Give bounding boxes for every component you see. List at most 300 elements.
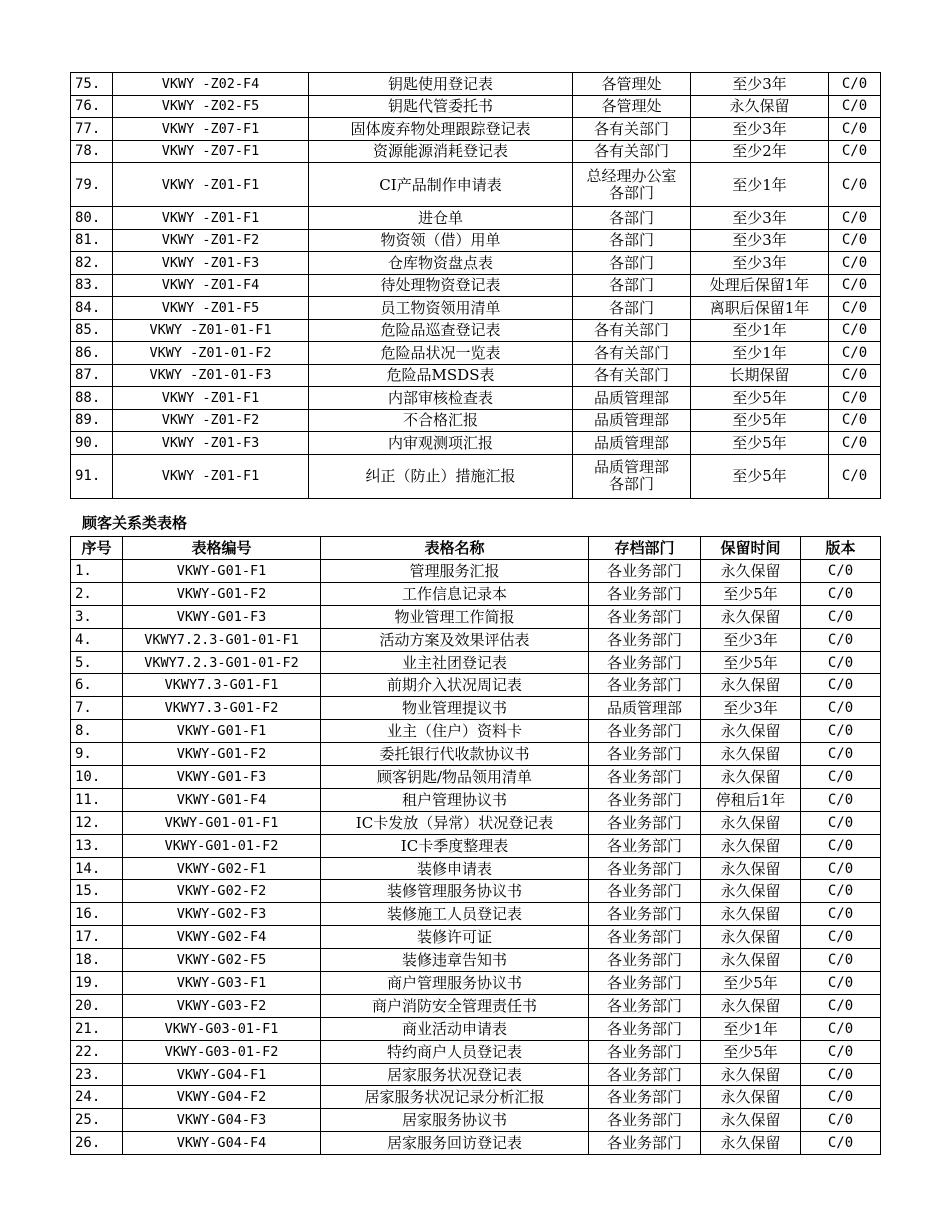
row-number: 23. xyxy=(71,1063,123,1086)
table-row xyxy=(71,697,881,720)
form-name: 内审观测项汇报 xyxy=(309,432,573,455)
form-name: 内部审核检查表 xyxy=(309,387,573,410)
archive-dept: 品质管理部 各部门 xyxy=(573,454,691,498)
form-name: 居家服务状况记录分析汇报 xyxy=(321,1086,589,1109)
table-row xyxy=(71,560,881,583)
version: C/0 xyxy=(801,628,881,651)
form-code: VKWY-G01-F4 xyxy=(123,788,321,811)
form-code: VKWY7.2.3-G01-01-F2 xyxy=(123,651,321,674)
row-number: 5. xyxy=(71,651,123,674)
retention-period: 至少5年 xyxy=(691,454,829,498)
version: C/0 xyxy=(801,1063,881,1086)
row-number: 6. xyxy=(71,674,123,697)
archive-dept: 各管理处 xyxy=(573,73,691,96)
version: C/0 xyxy=(801,560,881,583)
form-code: VKWY7.2.3-G01-01-F1 xyxy=(123,628,321,651)
archive-dept: 各有关部门 xyxy=(573,118,691,141)
table-header xyxy=(71,537,881,560)
table-row xyxy=(71,454,881,498)
retention-period: 永久保留 xyxy=(701,834,801,857)
retention-period: 至少3年 xyxy=(691,118,829,141)
form-code: VKWY-G04-F1 xyxy=(123,1063,321,1086)
form-name: 进仓单 xyxy=(309,207,573,230)
row-number: 3. xyxy=(71,605,123,628)
archive-dept: 各有关部门 xyxy=(573,364,691,387)
archive-dept: 各业务部门 xyxy=(589,560,701,583)
retention-period: 至少1年 xyxy=(701,1017,801,1040)
table-row xyxy=(71,432,881,455)
archive-dept: 各业务部门 xyxy=(589,582,701,605)
table-row xyxy=(71,605,881,628)
form-code: VKWY -Z01-F5 xyxy=(113,297,309,320)
retention-period: 离职后保留1年 xyxy=(691,297,829,320)
version: C/0 xyxy=(829,432,881,455)
retention-period: 至少3年 xyxy=(691,229,829,252)
form-name: 资源能源消耗登记表 xyxy=(309,140,573,163)
version: C/0 xyxy=(801,857,881,880)
form-name: 前期介入状况周记表 xyxy=(321,674,589,697)
form-code: VKWY -Z01-F3 xyxy=(113,432,309,455)
retention-period: 永久保留 xyxy=(701,766,801,789)
table-row xyxy=(71,880,881,903)
table-row xyxy=(71,834,881,857)
version: C/0 xyxy=(801,788,881,811)
table-row xyxy=(71,1063,881,1086)
version: C/0 xyxy=(829,73,881,96)
row-number: 14. xyxy=(71,857,123,880)
form-name: 危险品MSDS表 xyxy=(309,364,573,387)
forms-table-body xyxy=(71,73,881,499)
retention-period: 至少1年 xyxy=(691,319,829,342)
form-code: VKWY -Z07-F1 xyxy=(113,118,309,141)
row-number: 1. xyxy=(71,560,123,583)
archive-dept: 各业务部门 xyxy=(589,811,701,834)
archive-dept: 各部门 xyxy=(573,207,691,230)
row-number: 89. xyxy=(71,409,113,432)
row-number: 15. xyxy=(71,880,123,903)
archive-dept: 各业务部门 xyxy=(589,743,701,766)
archive-dept: 总经理办公室 各部门 xyxy=(573,163,691,207)
table-row xyxy=(71,926,881,949)
retention-period: 长期保留 xyxy=(691,364,829,387)
row-number: 22. xyxy=(71,1040,123,1063)
row-number: 17. xyxy=(71,926,123,949)
retention-period: 永久保留 xyxy=(701,880,801,903)
version: C/0 xyxy=(801,972,881,995)
row-number: 88. xyxy=(71,387,113,410)
archive-dept: 各业务部门 xyxy=(589,994,701,1017)
customer-forms-table xyxy=(70,536,881,1155)
form-name: 居家服务协议书 xyxy=(321,1109,589,1132)
form-name: 装修管理服务协议书 xyxy=(321,880,589,903)
archive-dept: 各部门 xyxy=(573,229,691,252)
archive-dept: 各业务部门 xyxy=(589,651,701,674)
retention-period: 永久保留 xyxy=(701,903,801,926)
archive-dept: 各业务部门 xyxy=(589,1017,701,1040)
form-code: VKWY7.3-G01-F1 xyxy=(123,674,321,697)
archive-dept: 品质管理部 xyxy=(573,432,691,455)
archive-dept: 各业务部门 xyxy=(589,857,701,880)
form-code: VKWY -Z02-F5 xyxy=(113,95,309,118)
version: C/0 xyxy=(829,95,881,118)
row-number: 82. xyxy=(71,252,113,275)
archive-dept: 各业务部门 xyxy=(589,1132,701,1155)
table-row xyxy=(71,1086,881,1109)
form-code: VKWY -Z07-F1 xyxy=(113,140,309,163)
version: C/0 xyxy=(801,651,881,674)
form-name: 装修违章告知书 xyxy=(321,949,589,972)
version: C/0 xyxy=(829,409,881,432)
row-number: 2. xyxy=(71,582,123,605)
version: C/0 xyxy=(829,252,881,275)
form-code: VKWY-G01-F2 xyxy=(123,743,321,766)
retention-period: 永久保留 xyxy=(701,1109,801,1132)
version: C/0 xyxy=(801,926,881,949)
form-name: 特约商户人员登记表 xyxy=(321,1040,589,1063)
form-name: 物业管理提议书 xyxy=(321,697,589,720)
retention-period: 至少3年 xyxy=(691,252,829,275)
form-code: VKWY7.3-G01-F2 xyxy=(123,697,321,720)
row-number: 21. xyxy=(71,1017,123,1040)
archive-dept: 各业务部门 xyxy=(589,674,701,697)
retention-period: 至少3年 xyxy=(691,73,829,96)
version: C/0 xyxy=(801,697,881,720)
form-name: 商业活动申请表 xyxy=(321,1017,589,1040)
retention-period: 至少1年 xyxy=(691,163,829,207)
version: C/0 xyxy=(801,582,881,605)
table-row xyxy=(71,1109,881,1132)
row-number: 91. xyxy=(71,454,113,498)
archive-dept: 各业务部门 xyxy=(589,766,701,789)
form-name: CI产品制作申请表 xyxy=(309,163,573,207)
retention-period: 永久保留 xyxy=(701,811,801,834)
version: C/0 xyxy=(801,1132,881,1155)
retention-period: 永久保留 xyxy=(701,743,801,766)
row-number: 87. xyxy=(71,364,113,387)
form-name: 固体废弃物处理跟踪登记表 xyxy=(309,118,573,141)
header-name: 表格名称 xyxy=(321,537,589,560)
table-row xyxy=(71,1132,881,1155)
form-name: 仓库物资盘点表 xyxy=(309,252,573,275)
table-row xyxy=(71,387,881,410)
version: C/0 xyxy=(801,834,881,857)
form-name: 装修施工人员登记表 xyxy=(321,903,589,926)
header-code: 表格编号 xyxy=(123,537,321,560)
form-code: VKWY-G03-01-F1 xyxy=(123,1017,321,1040)
form-code: VKWY-G01-F1 xyxy=(123,720,321,743)
form-name: 工作信息记录本 xyxy=(321,582,589,605)
version: C/0 xyxy=(801,1017,881,1040)
form-code: VKWY-G03-F1 xyxy=(123,972,321,995)
form-name: 商户消防安全管理责任书 xyxy=(321,994,589,1017)
row-number: 10. xyxy=(71,766,123,789)
table-row xyxy=(71,766,881,789)
form-name: 钥匙代管委托书 xyxy=(309,95,573,118)
row-number: 16. xyxy=(71,903,123,926)
table-row xyxy=(71,73,881,96)
archive-dept: 各业务部门 xyxy=(589,903,701,926)
archive-dept: 各业务部门 xyxy=(589,1109,701,1132)
form-code: VKWY-G01-F1 xyxy=(123,560,321,583)
version: C/0 xyxy=(801,605,881,628)
retention-period: 永久保留 xyxy=(701,1132,801,1155)
table-row xyxy=(71,743,881,766)
retention-period: 永久保留 xyxy=(701,1063,801,1086)
form-code: VKWY-G02-F5 xyxy=(123,949,321,972)
table-row xyxy=(71,1040,881,1063)
form-code: VKWY -Z01-F4 xyxy=(113,274,309,297)
retention-period: 至少5年 xyxy=(701,582,801,605)
table-row xyxy=(71,342,881,365)
table-row xyxy=(71,628,881,651)
form-code: VKWY-G01-F3 xyxy=(123,605,321,628)
form-name: 物业管理工作简报 xyxy=(321,605,589,628)
retention-period: 至少5年 xyxy=(691,432,829,455)
retention-period: 永久保留 xyxy=(701,1086,801,1109)
forms-table-continued xyxy=(70,72,881,499)
table-row xyxy=(71,811,881,834)
version: C/0 xyxy=(801,949,881,972)
archive-dept: 各业务部门 xyxy=(589,720,701,743)
archive-dept: 各有关部门 xyxy=(573,342,691,365)
form-code: VKWY-G02-F4 xyxy=(123,926,321,949)
table-row xyxy=(71,903,881,926)
retention-period: 至少5年 xyxy=(701,1040,801,1063)
header-keep: 保留时间 xyxy=(701,537,801,560)
table-row xyxy=(71,274,881,297)
retention-period: 至少1年 xyxy=(691,342,829,365)
row-number: 7. xyxy=(71,697,123,720)
archive-dept: 品质管理部 xyxy=(573,387,691,410)
form-name: 租户管理协议书 xyxy=(321,788,589,811)
archive-dept: 品质管理部 xyxy=(573,409,691,432)
archive-dept: 各部门 xyxy=(573,274,691,297)
table-row xyxy=(71,207,881,230)
archive-dept: 各管理处 xyxy=(573,95,691,118)
version: C/0 xyxy=(801,1040,881,1063)
form-name: 顾客钥匙/物品领用清单 xyxy=(321,766,589,789)
row-number: 12. xyxy=(71,811,123,834)
row-number: 85. xyxy=(71,319,113,342)
form-code: VKWY -Z01-F2 xyxy=(113,229,309,252)
row-number: 4. xyxy=(71,628,123,651)
version: C/0 xyxy=(801,903,881,926)
form-code: VKWY -Z01-01-F2 xyxy=(113,342,309,365)
table-row xyxy=(71,674,881,697)
row-number: 19. xyxy=(71,972,123,995)
table-row xyxy=(71,297,881,320)
retention-period: 至少2年 xyxy=(691,140,829,163)
row-number: 24. xyxy=(71,1086,123,1109)
form-code: VKWY-G04-F3 xyxy=(123,1109,321,1132)
archive-dept: 各业务部门 xyxy=(589,1040,701,1063)
form-name: 危险品巡查登记表 xyxy=(309,319,573,342)
row-number: 76. xyxy=(71,95,113,118)
retention-period: 至少5年 xyxy=(691,409,829,432)
archive-dept: 各业务部门 xyxy=(589,605,701,628)
form-code: VKWY -Z01-F3 xyxy=(113,252,309,275)
row-number: 20. xyxy=(71,994,123,1017)
table-row xyxy=(71,949,881,972)
table-row xyxy=(71,364,881,387)
form-code: VKWY -Z01-01-F1 xyxy=(113,319,309,342)
form-name: 待处理物资登记表 xyxy=(309,274,573,297)
archive-dept: 各有关部门 xyxy=(573,319,691,342)
retention-period: 永久保留 xyxy=(701,949,801,972)
retention-period: 至少5年 xyxy=(701,972,801,995)
version: C/0 xyxy=(829,207,881,230)
row-number: 86. xyxy=(71,342,113,365)
table-row xyxy=(71,95,881,118)
archive-dept: 各部门 xyxy=(573,297,691,320)
row-number: 8. xyxy=(71,720,123,743)
archive-dept: 各业务部门 xyxy=(589,949,701,972)
header-no: 序号 xyxy=(71,537,123,560)
row-number: 90. xyxy=(71,432,113,455)
archive-dept: 各业务部门 xyxy=(589,880,701,903)
archive-dept: 各业务部门 xyxy=(589,628,701,651)
archive-dept: 各业务部门 xyxy=(589,1086,701,1109)
header-dept: 存档部门 xyxy=(589,537,701,560)
version: C/0 xyxy=(801,880,881,903)
archive-dept: 各有关部门 xyxy=(573,140,691,163)
form-code: VKWY-G01-01-F1 xyxy=(123,811,321,834)
version: C/0 xyxy=(829,319,881,342)
retention-period: 永久保留 xyxy=(701,857,801,880)
version: C/0 xyxy=(829,163,881,207)
table-row xyxy=(71,582,881,605)
form-name: 纠正（防止）措施汇报 xyxy=(309,454,573,498)
version: C/0 xyxy=(829,297,881,320)
form-name: IC卡发放（异常）状况登记表 xyxy=(321,811,589,834)
form-name: 业主（住户）资料卡 xyxy=(321,720,589,743)
retention-period: 永久保留 xyxy=(701,674,801,697)
form-code: VKWY -Z02-F4 xyxy=(113,73,309,96)
form-name: 居家服务状况登记表 xyxy=(321,1063,589,1086)
form-code: VKWY-G02-F1 xyxy=(123,857,321,880)
form-code: VKWY-G02-F2 xyxy=(123,880,321,903)
row-number: 84. xyxy=(71,297,113,320)
row-number: 9. xyxy=(71,743,123,766)
table-row xyxy=(71,163,881,207)
retention-period: 永久保留 xyxy=(701,720,801,743)
archive-dept: 各部门 xyxy=(573,252,691,275)
retention-period: 至少5年 xyxy=(701,651,801,674)
version: C/0 xyxy=(829,387,881,410)
table-row xyxy=(71,972,881,995)
table-row xyxy=(71,857,881,880)
version: C/0 xyxy=(801,766,881,789)
form-code: VKWY -Z01-F1 xyxy=(113,387,309,410)
version: C/0 xyxy=(829,229,881,252)
row-number: 79. xyxy=(71,163,113,207)
form-name: 管理服务汇报 xyxy=(321,560,589,583)
form-name: 活动方案及效果评估表 xyxy=(321,628,589,651)
version: C/0 xyxy=(801,1086,881,1109)
version: C/0 xyxy=(801,1109,881,1132)
form-name: 商户管理服务协议书 xyxy=(321,972,589,995)
form-code: VKWY -Z01-F1 xyxy=(113,163,309,207)
table-row xyxy=(71,118,881,141)
version: C/0 xyxy=(829,342,881,365)
form-code: VKWY -Z01-01-F3 xyxy=(113,364,309,387)
form-code: VKWY-G04-F4 xyxy=(123,1132,321,1155)
version: C/0 xyxy=(801,994,881,1017)
row-number: 83. xyxy=(71,274,113,297)
version: C/0 xyxy=(801,743,881,766)
retention-period: 处理后保留1年 xyxy=(691,274,829,297)
archive-dept: 各业务部门 xyxy=(589,788,701,811)
form-code: VKWY-G01-F3 xyxy=(123,766,321,789)
version: C/0 xyxy=(801,811,881,834)
form-name: 物资领（借）用单 xyxy=(309,229,573,252)
row-number: 78. xyxy=(71,140,113,163)
form-code: VKWY -Z01-F1 xyxy=(113,207,309,230)
version: C/0 xyxy=(829,140,881,163)
version: C/0 xyxy=(829,274,881,297)
row-number: 77. xyxy=(71,118,113,141)
retention-period: 永久保留 xyxy=(701,926,801,949)
row-number: 26. xyxy=(71,1132,123,1155)
form-code: VKWY-G01-01-F2 xyxy=(123,834,321,857)
customer-forms-table-body xyxy=(71,560,881,1155)
form-name: 委托银行代收款协议书 xyxy=(321,743,589,766)
form-name: 居家服务回访登记表 xyxy=(321,1132,589,1155)
archive-dept: 各业务部门 xyxy=(589,834,701,857)
row-number: 13. xyxy=(71,834,123,857)
row-number: 75. xyxy=(71,73,113,96)
form-name: 业主社团登记表 xyxy=(321,651,589,674)
archive-dept: 各业务部门 xyxy=(589,972,701,995)
retention-period: 停租后1年 xyxy=(701,788,801,811)
retention-period: 至少3年 xyxy=(691,207,829,230)
header-version: 版本 xyxy=(801,537,881,560)
table-row xyxy=(71,1017,881,1040)
form-name: 危险品状况一览表 xyxy=(309,342,573,365)
table-row xyxy=(71,319,881,342)
retention-period: 至少3年 xyxy=(701,697,801,720)
form-name: 员工物资领用清单 xyxy=(309,297,573,320)
retention-period: 永久保留 xyxy=(691,95,829,118)
row-number: 81. xyxy=(71,229,113,252)
version: C/0 xyxy=(829,364,881,387)
table-row xyxy=(71,651,881,674)
section-title: 顾客关系类表格 xyxy=(82,514,188,532)
archive-dept: 各业务部门 xyxy=(589,1063,701,1086)
retention-period: 永久保留 xyxy=(701,994,801,1017)
form-code: VKWY-G01-F2 xyxy=(123,582,321,605)
table-row xyxy=(71,140,881,163)
archive-dept: 品质管理部 xyxy=(589,697,701,720)
version: C/0 xyxy=(801,720,881,743)
form-name: 装修申请表 xyxy=(321,857,589,880)
retention-period: 至少3年 xyxy=(701,628,801,651)
form-code: VKWY-G03-F2 xyxy=(123,994,321,1017)
retention-period: 永久保留 xyxy=(701,605,801,628)
form-code: VKWY-G03-01-F2 xyxy=(123,1040,321,1063)
table-row xyxy=(71,720,881,743)
archive-dept: 各业务部门 xyxy=(589,926,701,949)
row-number: 18. xyxy=(71,949,123,972)
form-code: VKWY -Z01-F1 xyxy=(113,454,309,498)
table-row xyxy=(71,409,881,432)
version: C/0 xyxy=(829,118,881,141)
form-name: 不合格汇报 xyxy=(309,409,573,432)
row-number: 25. xyxy=(71,1109,123,1132)
row-number: 11. xyxy=(71,788,123,811)
table-row xyxy=(71,788,881,811)
form-name: 装修许可证 xyxy=(321,926,589,949)
